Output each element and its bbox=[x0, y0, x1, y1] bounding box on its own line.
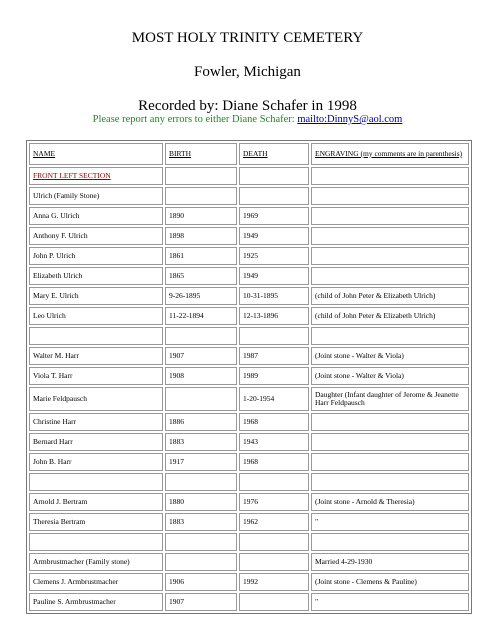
table-row bbox=[29, 267, 469, 285]
death-cell bbox=[239, 187, 309, 205]
engraving-cell bbox=[311, 227, 469, 245]
column-header-name: NAME bbox=[29, 143, 163, 165]
birth-cell bbox=[165, 327, 237, 345]
death-cell bbox=[239, 553, 309, 571]
engraving-cell: " bbox=[311, 593, 469, 611]
name-cell: Clemens J. Armbrustmacher bbox=[29, 573, 163, 591]
name-cell bbox=[29, 533, 163, 551]
section-row bbox=[29, 167, 469, 185]
death-cell: 1968 bbox=[239, 413, 309, 431]
name-cell: Marie Feldpausch bbox=[29, 387, 163, 411]
death-cell: 1968 bbox=[239, 453, 309, 471]
death-cell: 1987 bbox=[239, 347, 309, 365]
birth-cell: 1917 bbox=[165, 453, 237, 471]
birth-cell bbox=[165, 553, 237, 571]
name-cell: Armbrustmacher (Family stone) bbox=[29, 553, 163, 571]
death-cell: 1949 bbox=[239, 227, 309, 245]
table-row bbox=[29, 247, 469, 265]
name-cell: Viola T. Harr bbox=[29, 367, 163, 385]
location-subtitle: Fowler, Michigan bbox=[194, 64, 301, 80]
birth-cell: 1861 bbox=[165, 247, 237, 265]
table-cell bbox=[311, 167, 469, 185]
engraving-cell bbox=[311, 413, 469, 431]
death-cell: 1962 bbox=[239, 513, 309, 531]
table-row bbox=[29, 513, 469, 531]
birth-cell: 1865 bbox=[165, 267, 237, 285]
name-cell: Arnold J. Bertram bbox=[29, 493, 163, 511]
table-row bbox=[29, 493, 469, 511]
name-cell: Leo Ulrich bbox=[29, 307, 163, 325]
email-link[interactable]: mailto:DinnyS@aol.com bbox=[297, 114, 403, 125]
death-cell bbox=[239, 473, 309, 491]
birth-cell bbox=[165, 387, 237, 411]
birth-cell: 1886 bbox=[165, 413, 237, 431]
engraving-cell: (Joint stone - Clemens & Pauline) bbox=[311, 573, 469, 591]
table-cell bbox=[239, 167, 309, 185]
death-cell: 10-31-1895 bbox=[239, 287, 309, 305]
section-label: FRONT LEFT SECTION bbox=[29, 167, 163, 185]
table-row bbox=[29, 347, 469, 365]
death-cell: 1976 bbox=[239, 493, 309, 511]
table-row bbox=[29, 553, 469, 571]
name-cell: Christine Harr bbox=[29, 413, 163, 431]
recorded-by: Recorded by: Diane Schafer in 1998 bbox=[138, 98, 357, 114]
table-row bbox=[29, 573, 469, 591]
name-cell: Anna G. Ulrich bbox=[29, 207, 163, 225]
report-note bbox=[0, 114, 495, 125]
death-cell: 1969 bbox=[239, 207, 309, 225]
table-row bbox=[29, 327, 469, 345]
name-cell: Mary E. Ulrich bbox=[29, 287, 163, 305]
death-cell: 1925 bbox=[239, 247, 309, 265]
name-cell: John P. Ulrich bbox=[29, 247, 163, 265]
table-cell bbox=[165, 167, 237, 185]
engraving-cell: (child of John Peter & Elizabeth Ulrich) bbox=[311, 287, 469, 305]
name-cell: Ulrich (Family Stone) bbox=[29, 187, 163, 205]
engraving-cell: Married 4-29-1930 bbox=[311, 553, 469, 571]
table-row bbox=[29, 533, 469, 551]
birth-cell: 1907 bbox=[165, 347, 237, 365]
table-row bbox=[29, 453, 469, 471]
engraving-cell: Daughter (Infant daughter of Jerome & Jeanette Harr Feldpausch bbox=[311, 387, 469, 411]
death-cell: 1943 bbox=[239, 433, 309, 451]
table-row bbox=[29, 367, 469, 385]
name-cell bbox=[29, 327, 163, 345]
table-row bbox=[29, 287, 469, 305]
page-title: MOST HOLY TRINITY CEMETERY bbox=[131, 30, 364, 46]
birth-cell: 9-26-1895 bbox=[165, 287, 237, 305]
table-row bbox=[29, 433, 469, 451]
birth-cell: 1898 bbox=[165, 227, 237, 245]
birth-cell bbox=[165, 473, 237, 491]
table-row bbox=[29, 473, 469, 491]
engraving-cell bbox=[311, 453, 469, 471]
cemetery-records-table bbox=[26, 140, 472, 614]
engraving-cell bbox=[311, 473, 469, 491]
birth-cell: 11-22-1894 bbox=[165, 307, 237, 325]
birth-cell: 1883 bbox=[165, 513, 237, 531]
name-cell: Anthony F. Ulrich bbox=[29, 227, 163, 245]
name-cell: Pauline S. Armbrustmacher bbox=[29, 593, 163, 611]
birth-cell bbox=[165, 533, 237, 551]
report-note-text: Please report any errors to either Diane Schafer: bbox=[92, 114, 298, 125]
death-cell: 1-20-1954 bbox=[239, 387, 309, 411]
engraving-cell bbox=[311, 267, 469, 285]
table-row bbox=[29, 413, 469, 431]
engraving-cell bbox=[311, 433, 469, 451]
table-row bbox=[29, 207, 469, 225]
column-header-engraving: ENGRAVING (my comments are in parenthesis) bbox=[311, 143, 469, 165]
name-cell: Bernard Harr bbox=[29, 433, 163, 451]
birth-cell: 1906 bbox=[165, 573, 237, 591]
death-cell: 1949 bbox=[239, 267, 309, 285]
birth-cell bbox=[165, 187, 237, 205]
engraving-cell bbox=[311, 327, 469, 345]
engraving-cell: (child of John Peter & Elizabeth Ulrich) bbox=[311, 307, 469, 325]
birth-cell: 1883 bbox=[165, 433, 237, 451]
engraving-cell: (Joint stone - Walter & Viola) bbox=[311, 347, 469, 365]
engraving-cell bbox=[311, 187, 469, 205]
table-row bbox=[29, 593, 469, 611]
birth-cell: 1908 bbox=[165, 367, 237, 385]
death-cell: 1992 bbox=[239, 573, 309, 591]
name-cell bbox=[29, 473, 163, 491]
table-row bbox=[29, 227, 469, 245]
name-cell: Theresia Bertram bbox=[29, 513, 163, 531]
birth-cell: 1890 bbox=[165, 207, 237, 225]
name-cell: John B. Harr bbox=[29, 453, 163, 471]
engraving-cell bbox=[311, 533, 469, 551]
engraving-cell bbox=[311, 207, 469, 225]
engraving-cell: (Joint stone - Walter & Viola) bbox=[311, 367, 469, 385]
name-cell: Walter M. Harr bbox=[29, 347, 163, 365]
engraving-cell: " bbox=[311, 513, 469, 531]
death-cell: 1989 bbox=[239, 367, 309, 385]
birth-cell: 1907 bbox=[165, 593, 237, 611]
engraving-cell bbox=[311, 247, 469, 265]
death-cell bbox=[239, 533, 309, 551]
table-row bbox=[29, 307, 469, 325]
birth-cell: 1880 bbox=[165, 493, 237, 511]
table-row bbox=[29, 187, 469, 205]
name-cell: Elizabeth Ulrich bbox=[29, 267, 163, 285]
table-header-row bbox=[29, 143, 469, 165]
engraving-cell: (Joint stone - Arnold & Theresia) bbox=[311, 493, 469, 511]
column-header-birth: BIRTH bbox=[165, 143, 237, 165]
table-row bbox=[29, 387, 469, 411]
column-header-death: DEATH bbox=[239, 143, 309, 165]
death-cell bbox=[239, 593, 309, 611]
death-cell: 12-13-1896 bbox=[239, 307, 309, 325]
death-cell bbox=[239, 327, 309, 345]
